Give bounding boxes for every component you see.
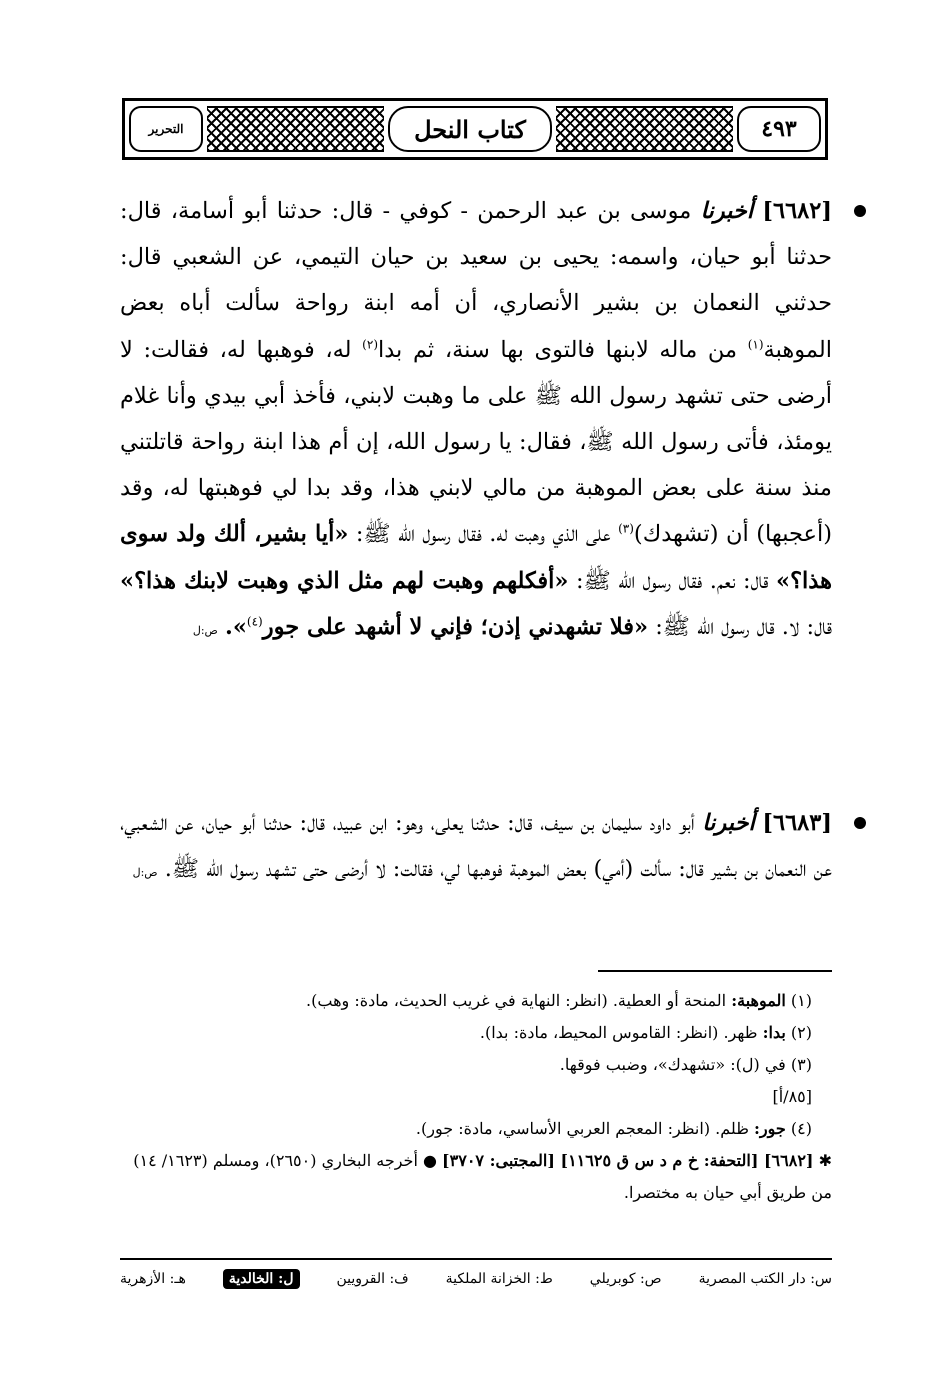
hadith-text: قال: نعم. فقال رسول الله ﷺ: — [576, 567, 769, 594]
footnote-text: في (ل): «تشهدك»، وضبب فوقها. — [559, 1055, 786, 1074]
hadith-6683 — [120, 800, 832, 896]
footnote-term: الموهبة: — [731, 991, 786, 1010]
bullet-icon: ● — [422, 1151, 437, 1170]
book-title — [388, 106, 552, 152]
hadith-text: موسى بن عبد الرحمن - كوفي - قال: حدثنا أبو أسامة، قال: حدثنا أبو حيان، واسمه: يحيى بن سعيد بن حيان التيمي، عن الشعبي قال: حدثني النعمان بن بشير الأنصاري، أن أمه ابنة رواحة سألت أباه بعض الموهبة — [120, 198, 833, 363]
footnote-ref-1[interactable]: (١) — [747, 337, 764, 352]
footnote-3 — [120, 1049, 832, 1081]
footnote-text: ظهر. (انظر: القاموس المحيط، مادة: بدا). — [479, 1023, 758, 1042]
logo-text: التحرير — [148, 122, 184, 136]
header-ornament-right — [207, 106, 384, 152]
footnote-divider — [598, 970, 832, 972]
footnote-marker: (٤) — [790, 1119, 812, 1138]
footnote-text: ظلم. (انظر: المعجم العربي الأساسي، مادة: جور). — [415, 1119, 749, 1138]
footnotes — [120, 985, 832, 1209]
hadith-text: أبو داود سليمان بن سيف، قال: حدثنا يعلى، وهو: ابن عبيد، قال: حدثنا أبو حيان، عن الشعبي، عن النعمان بن بشير قال: سألت (أمي) بعض الموهبة فوهبها لي، فقالت: لا أرضى حتى تشهد رسول الله ﷺ. — [120, 810, 832, 883]
footnote-ref-4[interactable]: (٤) — [246, 614, 263, 629]
hadith-number: [٦٦٨٣] — [762, 810, 832, 836]
takhrij — [120, 1145, 832, 1209]
hadith-opening: أخبرنا — [700, 198, 754, 224]
header-ornament-left — [556, 106, 733, 152]
footnote-ref-2[interactable]: (٢) — [362, 337, 378, 352]
asterisk-icon: ✱ — [818, 1151, 832, 1170]
source-lam-active: ل: الخالدية — [223, 1269, 300, 1289]
footnote-1 — [120, 985, 832, 1017]
footnote-term: جور: — [754, 1119, 786, 1138]
hadith-text: قال: لا. قال رسول الله ﷺ: — [655, 613, 832, 640]
footnote-marker: (٢) — [790, 1023, 812, 1042]
footnote-4 — [120, 1113, 832, 1145]
folio-marker — [120, 1081, 832, 1113]
takhrij-text: أخرجه البخاري (٢٦٥٠)، ومسلم (١٦٢٣/ ١٤) من طريق أبي حيان به مختصرا. — [133, 1151, 832, 1202]
book-title-text: كتاب النحل — [414, 114, 526, 144]
source-ha: هـ: الأزهرية — [120, 1271, 186, 1287]
publisher-logo — [129, 106, 203, 152]
page-number-text: ٤٩٣ — [761, 116, 797, 142]
manuscript-sources — [120, 1264, 832, 1294]
footnote-marker: (٣) — [790, 1055, 812, 1074]
page-header — [122, 98, 828, 160]
source-ta: ط: الخزانة الملكية — [445, 1271, 553, 1287]
bullet-icon — [854, 205, 866, 217]
footnote-text: المنحة أو العطية. (انظر: النهاية في غريب الحديث، مادة: وهب). — [306, 991, 727, 1010]
source-s: س: دار الكتب المصرية — [698, 1271, 832, 1287]
footnote-2 — [120, 1017, 832, 1049]
manuscript-note: ص:ل — [192, 623, 218, 637]
hadith-6682 — [120, 188, 832, 654]
hadith-text: على الذي وهبت له. فقال رسول الله ﷺ: — [355, 521, 611, 548]
takhrij-refs: [٦٦٨٢] [التحفة: خ م د س ق ١١٦٢٥] [المجتبى: ٣٧٠٧] — [442, 1151, 814, 1170]
footnote-ref-3[interactable]: (٣) — [618, 521, 634, 536]
prophetic-quote: «أفكلهم وهبت لهم مثل الذي وهبت لابنك هذا؟» — [120, 567, 569, 594]
sources-divider — [120, 1258, 832, 1260]
manuscript-note: ص:ل — [132, 866, 158, 880]
footnote-term: بدا: — [762, 1023, 786, 1042]
source-sad: ص: كوبريلي — [589, 1271, 662, 1287]
hadith-text: من ماله لابنها فالتوى بها سنة، ثم بدا — [378, 336, 738, 363]
page-number — [737, 106, 821, 152]
prophetic-quote-end: ». — [225, 613, 247, 640]
footnote-marker: (١) — [790, 991, 812, 1010]
prophetic-quote: «فلا تشهدني إذن؛ فإني لا أشهد على جور — [262, 613, 649, 640]
prophetic-quote: «أيا بشير، ألك ولد سوى هذا؟» — [120, 521, 832, 594]
folio-text: [٨٥/أ] — [772, 1087, 812, 1106]
source-fa: ف: القرويين — [336, 1271, 409, 1287]
hadith-number: [٦٦٨٢] — [762, 198, 832, 224]
hadith-text: له، فوهبها له، فقالت: لا أرضى حتى تشهد رسول الله ﷺ على ما وهبت لابني، فأخذ أبي بيدي وأنا غلام يومئذ، فأتى رسول الله ﷺ، فقال: يا رسول الله، إن أم هذا ابنة رواحة قاتلتني منذ سنة على بعض الموهبة من مالي لابني هذا، وقد بدا لي فوهبتها له، وقد (أعجبها) أن (تشهدك) — [120, 336, 832, 548]
bullet-icon — [854, 817, 866, 829]
hadith-opening: أخبرنا — [702, 810, 755, 836]
